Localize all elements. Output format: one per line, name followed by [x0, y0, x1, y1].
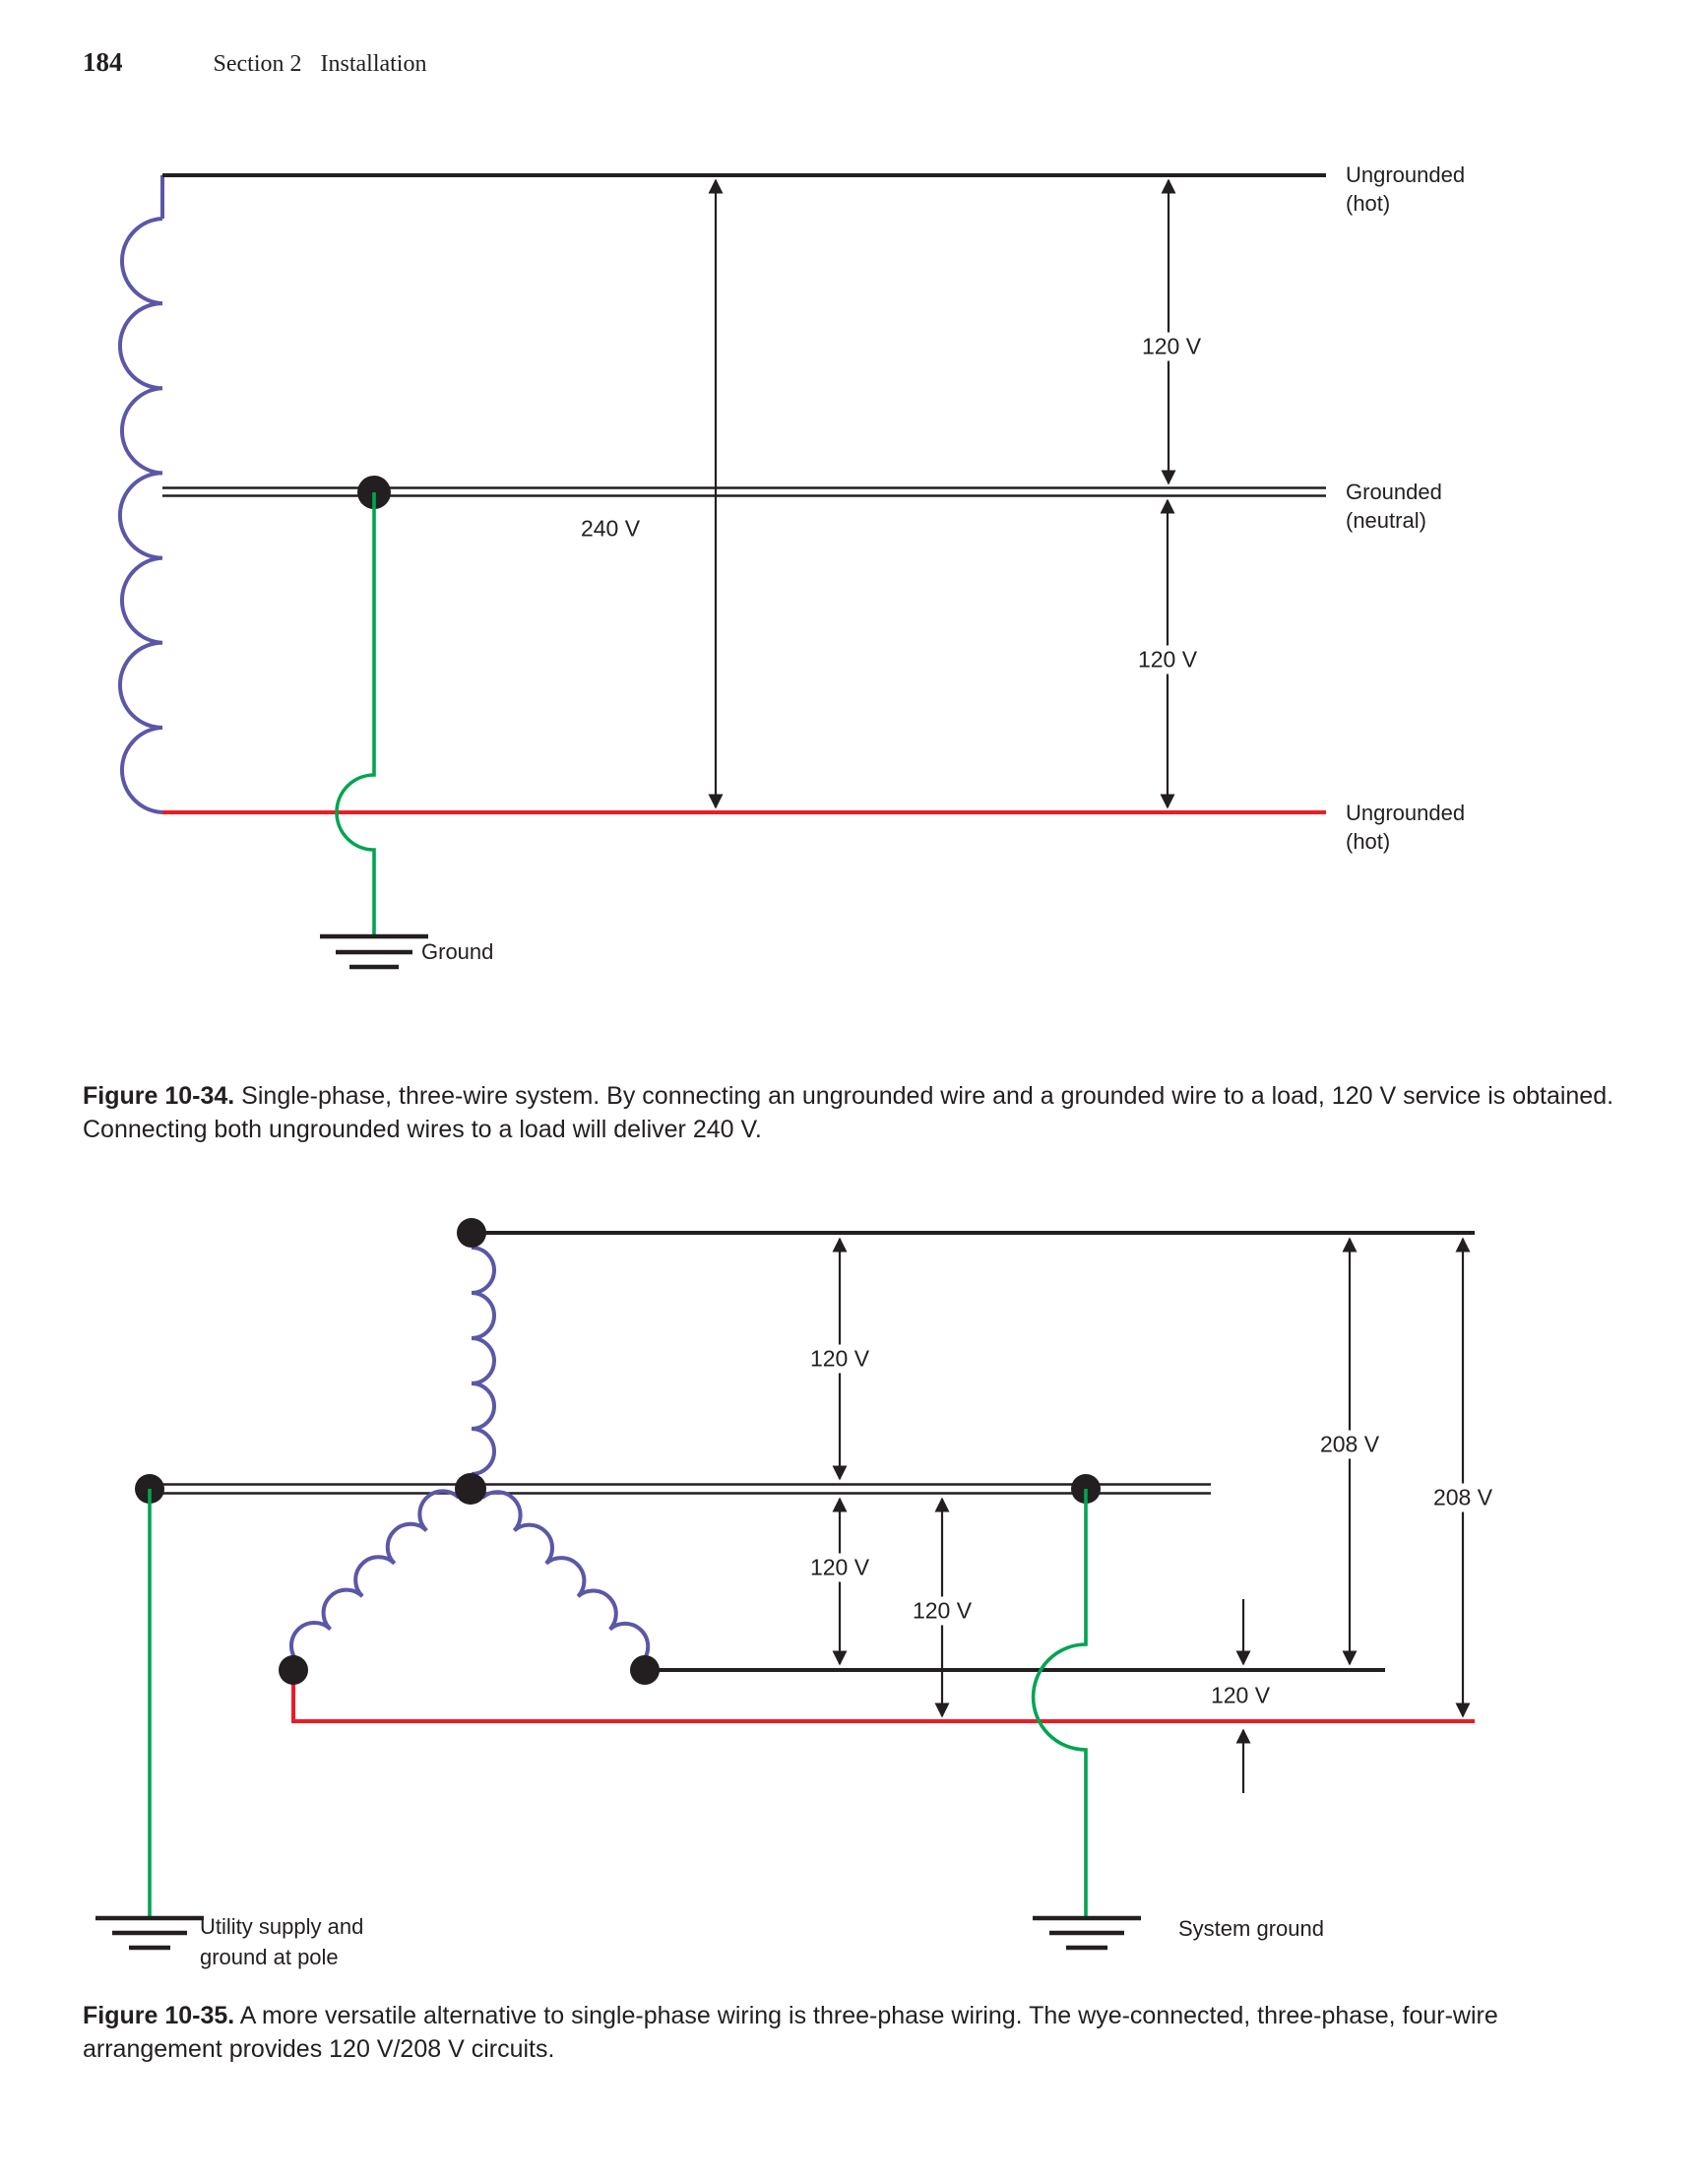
label-ungrounded-hot-top: Ungrounded (hot): [1346, 162, 1466, 216]
phase-a-junction-dot: [457, 1218, 486, 1248]
label-grounded-neutral: Grounded (neutral): [1346, 480, 1442, 533]
voltage-208v-left-label: 208 V: [1314, 1431, 1385, 1459]
figure-10-34-caption-text: Single-phase, three-wire system. By connecting an ungrounded wire and a grounded wire to a load, 120 V service is obtained. Connecting both ungrounded wires to a load will deliver 240 V.: [83, 1082, 1614, 1143]
voltage-120v-phase-a-label: 120 V: [804, 1345, 875, 1374]
figure-10-34-diagram: [120, 175, 1326, 967]
figure-10-34-caption: [83, 1079, 1636, 1146]
utility-ground-symbol: [95, 1918, 204, 1948]
section-label: Section 2: [213, 51, 302, 77]
wye-coil-vertical: [472, 1248, 494, 1474]
voltage-120v-bottom-label: 120 V: [1132, 646, 1203, 674]
voltage-120v-phase-b-label: 120 V: [804, 1554, 875, 1582]
transformer-coil: [120, 219, 162, 812]
wye-coil-left: [291, 1491, 459, 1662]
phase-c-junction-dot: [279, 1655, 308, 1685]
phase-b-junction-dot: [630, 1655, 660, 1685]
page-header: [83, 47, 426, 78]
ground-label: Ground: [421, 939, 494, 964]
figure-10-35-diagram: [95, 1218, 1475, 1948]
figure-10-34-caption-number: Figure 10-34.: [83, 1082, 235, 1110]
ground-symbol: [320, 936, 428, 967]
wye-center-junction-dot: [455, 1473, 486, 1505]
system-ground-symbol: [1033, 1918, 1141, 1948]
phase-c-wire: [293, 1670, 1475, 1721]
system-ground-label: System ground: [1178, 1916, 1324, 1941]
figure-10-35-caption-number: Figure 10-35.: [83, 2002, 235, 2029]
utility-ground-label: Utility supply and ground at pole: [200, 1914, 364, 1969]
voltage-120v-right-label: 120 V: [1205, 1682, 1276, 1710]
page-number: 184: [83, 47, 123, 77]
voltage-240v-label: 240 V: [575, 515, 646, 544]
voltage-208v-right-label: 208 V: [1427, 1484, 1498, 1512]
system-ground-wire: [1034, 1489, 1086, 1916]
section-title: Installation: [320, 51, 427, 77]
voltage-120v-top-label: 120 V: [1136, 333, 1207, 361]
label-ungrounded-hot-bottom: Ungrounded (hot): [1346, 801, 1466, 854]
figure-10-35-caption-text: A more versatile alternative to single-phase wiring is three-phase wiring. The wye-connected, three-phase, four-wire arrangement provides 120 V/208 V circuits.: [83, 2002, 1498, 2063]
voltage-120v-phase-c-label: 120 V: [907, 1597, 978, 1626]
figure-10-35-caption: [83, 1999, 1636, 2066]
wye-coil-right: [482, 1492, 648, 1662]
grounding-wire: [337, 492, 374, 934]
